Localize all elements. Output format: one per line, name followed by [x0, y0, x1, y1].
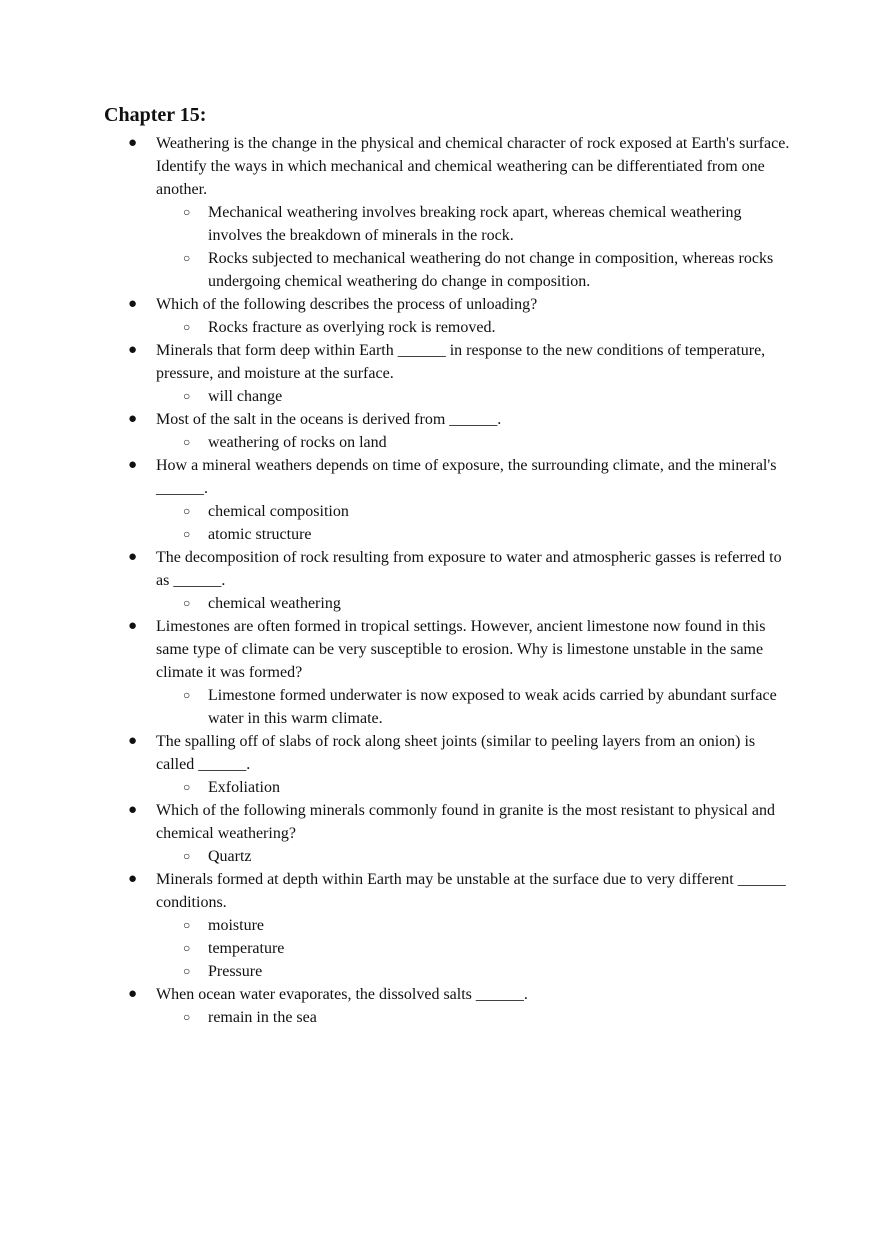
- bullet-icon: ●: [128, 871, 138, 887]
- question-text: Which of the following describes the process of unloading?: [156, 296, 538, 313]
- hollow-bullet-icon: ○: [183, 941, 191, 955]
- question-text: When ocean water evaporates, the dissolved salts ______.: [156, 986, 528, 1003]
- question-item: [104, 408, 794, 454]
- question-item: [104, 983, 794, 1029]
- bullet-icon: ●: [128, 986, 138, 1002]
- answer-item: [156, 316, 794, 339]
- bullet-icon: ●: [128, 733, 138, 749]
- hollow-bullet-icon: ○: [183, 688, 191, 702]
- question-item: [104, 339, 794, 408]
- hollow-bullet-icon: ○: [183, 964, 191, 978]
- answer-item: [156, 523, 794, 546]
- hollow-bullet-icon: ○: [183, 435, 191, 449]
- bullet-icon: ●: [128, 342, 138, 358]
- answer-item: [156, 201, 794, 247]
- bullet-icon: ●: [128, 135, 138, 151]
- answer-text: chemical composition: [208, 503, 349, 520]
- bullet-icon: ●: [128, 411, 138, 427]
- answer-item: [156, 684, 794, 730]
- answer-text: Exfoliation: [208, 779, 280, 796]
- answer-list: [156, 385, 794, 408]
- answer-item: [156, 914, 794, 937]
- answer-item: [156, 960, 794, 983]
- answer-item: [156, 845, 794, 868]
- answer-text: remain in the sea: [208, 1009, 317, 1026]
- hollow-bullet-icon: ○: [183, 849, 191, 863]
- hollow-bullet-icon: ○: [183, 596, 191, 610]
- question-text: Weathering is the change in the physical and chemical character of rock exposed at Earth's surface. Identify the ways in which mechanical and chemical weathering can be differentiated from one another.: [156, 135, 790, 198]
- answer-text: atomic structure: [208, 526, 312, 543]
- answer-list: [156, 316, 794, 339]
- question-item: [104, 132, 794, 293]
- question-text: Most of the salt in the oceans is derived from ______.: [156, 411, 502, 428]
- answer-text: Pressure: [208, 963, 263, 980]
- question-item: [104, 615, 794, 730]
- answer-text: will change: [208, 388, 283, 405]
- question-text: How a mineral weathers depends on time of exposure, the surrounding climate, and the mineral's ______.: [156, 457, 777, 497]
- answer-text: Rocks subjected to mechanical weathering do not change in composition, whereas rocks undergoing chemical weathering do change in composition.: [208, 250, 774, 290]
- hollow-bullet-icon: ○: [183, 205, 191, 219]
- answer-list: [156, 201, 794, 293]
- answer-item: [156, 247, 794, 293]
- answer-list: [156, 776, 794, 799]
- bullet-icon: ●: [128, 296, 138, 312]
- answer-text: weathering of rocks on land: [208, 434, 387, 451]
- answer-list: [156, 431, 794, 454]
- question-item: [104, 868, 794, 983]
- question-item: [104, 730, 794, 799]
- question-text: The decomposition of rock resulting from exposure to water and atmospheric gasses is referred to as ______.: [156, 549, 782, 589]
- answer-list: [156, 845, 794, 868]
- question-text: The spalling off of slabs of rock along sheet joints (similar to peeling layers from an onion) is called ______.: [156, 733, 756, 773]
- answer-item: [156, 592, 794, 615]
- answer-list: [156, 684, 794, 730]
- question-item: [104, 546, 794, 615]
- hollow-bullet-icon: ○: [183, 389, 191, 403]
- answer-list: [156, 500, 794, 546]
- answer-text: Quartz: [208, 848, 252, 865]
- answer-list: [156, 1006, 794, 1029]
- bullet-icon: ●: [128, 802, 138, 818]
- hollow-bullet-icon: ○: [183, 504, 191, 518]
- answer-item: [156, 500, 794, 523]
- bullet-icon: ●: [128, 618, 138, 634]
- answer-text: temperature: [208, 940, 285, 957]
- question-text: Which of the following minerals commonly found in granite is the most resistant to physical and chemical weathering?: [156, 802, 775, 842]
- hollow-bullet-icon: ○: [183, 918, 191, 932]
- answer-item: [156, 1006, 794, 1029]
- answer-text: Rocks fracture as overlying rock is removed.: [208, 319, 496, 336]
- answer-text: Mechanical weathering involves breaking rock apart, whereas chemical weathering involves the breakdown of minerals in the rock.: [208, 204, 742, 244]
- answer-text: chemical weathering: [208, 595, 341, 612]
- question-item: [104, 454, 794, 546]
- bullet-icon: ●: [128, 549, 138, 565]
- document-content: [104, 102, 794, 1029]
- bullet-icon: ●: [128, 457, 138, 473]
- hollow-bullet-icon: ○: [183, 527, 191, 541]
- chapter-title: Chapter 15:: [104, 104, 207, 126]
- question-text: Minerals formed at depth within Earth may be unstable at the surface due to very different ______ conditions.: [156, 871, 786, 911]
- answer-item: [156, 937, 794, 960]
- answer-item: [156, 385, 794, 408]
- answer-item: [156, 776, 794, 799]
- answer-text: moisture: [208, 917, 264, 934]
- answer-text: Limestone formed underwater is now exposed to weak acids carried by abundant surface water in this warm climate.: [208, 687, 777, 727]
- answer-item: [156, 431, 794, 454]
- hollow-bullet-icon: ○: [183, 780, 191, 794]
- question-item: [104, 799, 794, 868]
- hollow-bullet-icon: ○: [183, 1010, 191, 1024]
- question-text: Limestones are often formed in tropical settings. However, ancient limestone now found in this same type of climate can be very susceptible to erosion. Why is limestone unstable in the same climate it was formed?: [156, 618, 766, 681]
- answer-list: [156, 592, 794, 615]
- answer-list: [156, 914, 794, 983]
- question-text: Minerals that form deep within Earth ______ in response to the new conditions of temperature, pressure, and moisture at the surface.: [156, 342, 766, 382]
- question-item: [104, 293, 794, 339]
- hollow-bullet-icon: ○: [183, 320, 191, 334]
- question-list: [104, 132, 794, 1029]
- hollow-bullet-icon: ○: [183, 251, 191, 265]
